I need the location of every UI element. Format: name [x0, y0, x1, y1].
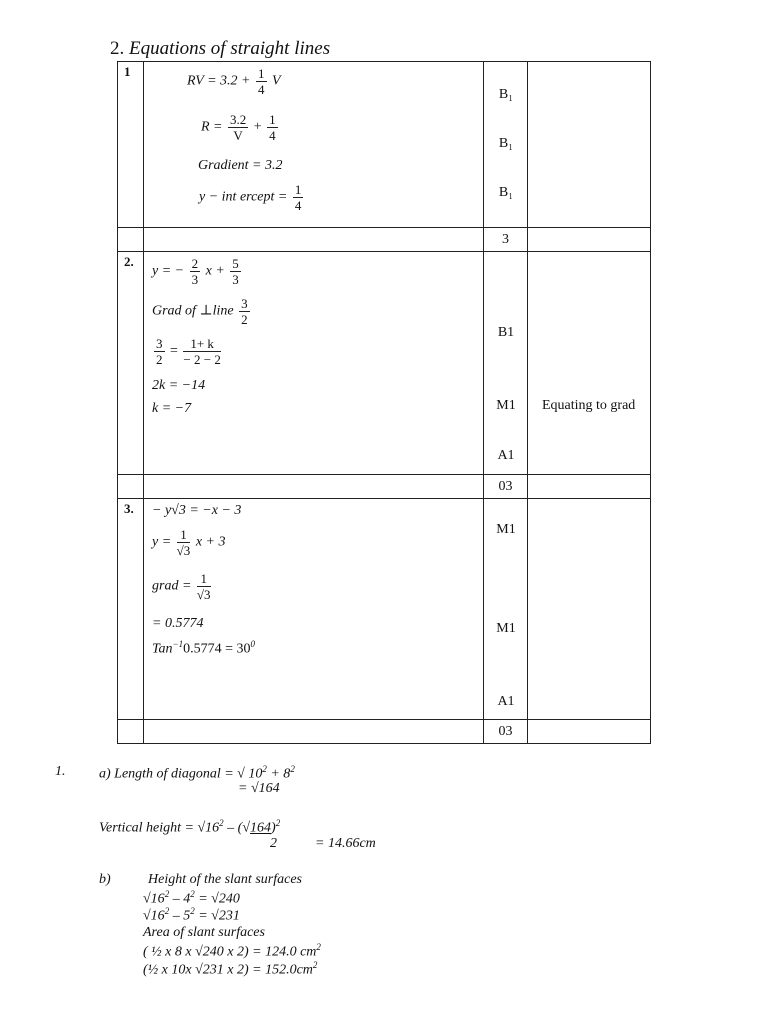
fraction: $\frac{1}{√3}$: [196, 571, 211, 602]
area-calc-1: ( ½ x 8 x √240 x 2) = 124.0 $cm^2$: [143, 942, 321, 960]
question-number: 2.: [124, 254, 134, 269]
fraction: $\frac{3}{2}$: [156, 336, 163, 367]
fraction: $\frac{3}{2}$: [241, 296, 248, 327]
fraction: $\frac{1}{√3}$: [176, 527, 191, 558]
mark: B₁: [498, 185, 514, 200]
comment-cell: [528, 499, 651, 720]
mark: A1: [497, 448, 515, 463]
total-marks: 03: [484, 720, 528, 744]
working-line: y = − $\frac{2}{3}$ x + $\frac{5}{3}$: [152, 256, 239, 287]
working-cell: [144, 62, 484, 228]
part-b-label: b): [99, 872, 111, 887]
examiner-comment: Equating to grad: [542, 398, 636, 413]
question-number-cell: [118, 252, 144, 475]
diagonal-line: a) Length of diagonal = √ $10^2 + 8^2$: [99, 764, 295, 782]
working-line: $Tan^{-1}0.5774 = 30^0$: [152, 639, 255, 657]
working-line: y − int ercept = $\frac{1}{4}$: [199, 182, 302, 213]
working-line: = 0.5774: [152, 616, 204, 631]
vertical-height-denominator: 2: [270, 836, 277, 851]
mark: B₁: [498, 87, 514, 102]
section-title: [110, 38, 330, 60]
question-number-cell: [118, 499, 144, 720]
fraction: $\frac{1}{4}$: [258, 66, 265, 97]
comment-cell: [528, 62, 651, 228]
question-1-row: [118, 62, 651, 228]
marks-cell: [484, 62, 528, 228]
marks-cell: [484, 499, 528, 720]
question-3-total-row: [118, 720, 651, 744]
working-line: k = −7: [152, 401, 192, 416]
mark: B1: [497, 325, 515, 340]
working-line: 2k = −14: [152, 378, 206, 393]
working-line: y = $\frac{1}{√3}$ x + 3: [152, 527, 226, 558]
area-calc-2: (½ x 10x √231 x $2) = 152.0cm^2$: [143, 960, 318, 978]
marks-cell: [484, 252, 528, 475]
mark: M1: [496, 398, 516, 413]
mark: M1: [496, 621, 516, 636]
slant-height-line-2: $√16^2 - 5^2 = √231$: [143, 906, 240, 924]
question-number: 3.: [124, 501, 134, 516]
part-b-heading: Height of the slant surfaces: [148, 872, 302, 887]
working-cell: [144, 499, 484, 720]
working-line: Grad of ⊥line $\frac{3}{2}$: [152, 296, 248, 327]
fraction: $\frac{1}{4}$: [269, 112, 276, 143]
marking-scheme-table: [117, 61, 651, 744]
question-number: 1: [124, 64, 131, 79]
question-2-total-row: [118, 475, 651, 499]
fraction: $\frac{2}{3}$: [191, 256, 199, 287]
working-line: grad = $\frac{1}{√3}$: [152, 571, 211, 602]
working-cell: [144, 252, 484, 475]
fraction: $\frac{1+ k}{- 2 - 2}$: [183, 336, 221, 367]
total-marks: 03: [484, 475, 528, 499]
diagonal-result: = √164: [238, 781, 280, 796]
fraction: $\frac{3.2}{V}$: [230, 112, 247, 143]
working-line: Gradient = 3.2: [198, 158, 283, 173]
comment-cell: [528, 252, 651, 475]
vertical-height-result: = 14.66cm: [315, 836, 376, 851]
working-line: R = $\frac{3.2}{V}$ + $\frac{1}{4}$: [201, 112, 276, 143]
question-2-row: [118, 252, 651, 475]
question-3-row: [118, 499, 651, 720]
solution-number: 1.: [55, 764, 66, 779]
question-number-cell: [118, 62, 144, 228]
section-title-text: Equations of straight lines: [129, 38, 331, 59]
working-line: − y√3 = −x − 3: [152, 503, 242, 518]
fraction: $\frac{5}{3}$: [232, 256, 239, 287]
vertical-height-line: Vertical height = $√16^2 - (√164)^2$: [99, 818, 281, 836]
mark: A1: [497, 694, 515, 709]
area-heading: Area of slant surfaces: [143, 925, 265, 940]
section-number: 2.: [110, 38, 125, 59]
slant-height-line-1: $√16^2 - 4^2 = √240$: [143, 889, 240, 907]
working-line: RV = 3.2 + $\frac{1}{4}$ V: [187, 66, 281, 97]
mark: B₁: [498, 136, 514, 151]
fraction: $\frac{1}{4}$: [294, 182, 302, 213]
mark: M1: [496, 522, 516, 537]
total-marks: 3: [484, 228, 528, 252]
question-1-total-row: [118, 228, 651, 252]
working-line: $\frac{3}{2}$ = $\frac{1+ k}{- 2 - 2}$: [156, 336, 221, 367]
